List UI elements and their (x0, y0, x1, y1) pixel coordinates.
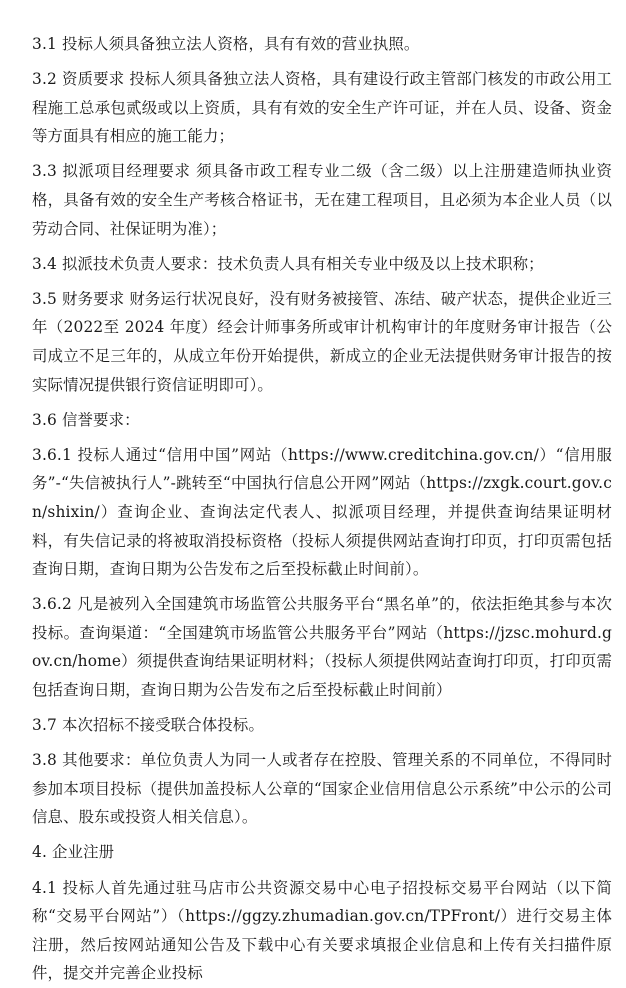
clause-3-8-other: 3.8 其他要求：单位负责人为同一人或者存在控股、管理关系的不同单位，不得同时参加本项目投标（提供加盖投标人公章的“国家企业信用信息公示系统”中公示的公司信息、股东或投资人相关信息）。 (32, 751, 613, 827)
section-4-heading: 4. 企业注册 (32, 843, 115, 862)
clause-3-7-no-consortium: 3.7 本次招标不接受联合体投标。 (32, 716, 264, 735)
clause-3-3-project-manager: 3.3 拟派项目经理要求 须具备市政工程专业二级（含二级）以上注册建造师执业资格，具备有效的安全生产考核合格证书，无在建工程项目，且必须为本企业人员（以劳动合同、社保证明为准）； (32, 162, 612, 238)
clause-3-1: 3.1 投标人须具备独立法人资格，具有有效的营业执照。 (32, 35, 420, 53)
clause-4-1-registration: 4.1 投标人首先通过驻马店市公共资源交易中心电子招投标交易平台网站（以下简称“交易平台网站”）（https://ggzy.zhumadian.gov.cn/TPFront/）进行交易主体注册，然后按网站通知公告及下载中心有关要求填报企业信息和上传有关扫描件原件，提交并完善企业投标 (32, 878, 612, 983)
clause-3-6-credit-heading: 3.6 信誉要求： (32, 410, 140, 429)
clause-3-2-qualification: 3.2 资质要求 投标人须具备独立法人资格，具有建设行政主管部门核发的市政公用工程施工总承包贰级或以上资质，具有有效的安全生产许可证，并在人员、设备、资金等方面具有相应的施工能力； (32, 70, 612, 146)
clause-3-6-2-blacklist: 3.6.2 凡是被列入全国建筑市场监管公共服务平台“黑名单”的，依法拒绝其参与本次投标。查询渠道：“全国建筑市场监管公共服务平台”网站（https://jzsc.mohurd.gov.cn/home）须提供查询结果证明材料；（投标人须提供网站查询打印页，打印页需包括查询日期，查询日期为公告发布之后至投标截止时间前） (32, 595, 612, 699)
clause-3-4-technical-lead: 3.4 拟派技术负责人要求：技术负责人具有相关专业中级及以上技术职称； (32, 254, 544, 273)
clause-3-5-financial: 3.5 财务要求 财务运行状况良好，没有财务被接管、冻结、破产状态，提供企业近三年（2022至 2024 年度）经会计师事务所或审计机构审计的年度财务审计报告（公司成立不足三年的，从成立年份开始提供，新成立的企业无法提供财务审计报告的按实际情况提供银行资信证明即可）。 (32, 289, 612, 394)
clause-3-6-1-dishonest-check: 3.6.1 投标人通过“信用中国”网站（https://www.creditchina.gov.cn/）“信用服务”-“失信被执行人”-跳转至“中国执行信息公开网”网站（https://zxgk.court.gov.cn/shixin/）查询企业、查询法定代表人、拟派项目经理，并提供查询结果证明材料，有失信记录的将被取消投标资格（投标人须提供网站查询打印页，打印页需包括查询日期，查询日期为公告发布之后至投标截止时间前）。 (32, 445, 612, 579)
